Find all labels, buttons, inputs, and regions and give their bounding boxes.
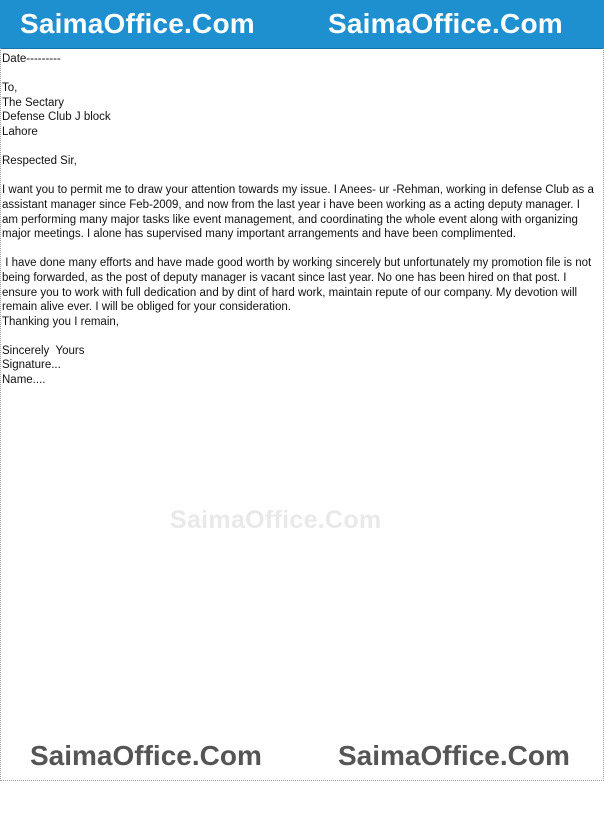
footer-brand-right: SaimaOffice.Com [338,740,570,771]
signature-line: Signature... [2,359,61,372]
header-banner [0,0,604,49]
to-line: To, [2,82,18,95]
recipient-city: Lahore [2,125,38,138]
recipient-title: The Sectary [2,96,64,109]
paragraph-2: I have done many efforts and have made good worth by working sincerely but unfortunately my promotion file is not being forwarded, as the post of deputy manager is vacant since last year. No one has been hired on that post. I ensure you to work with full dedication and by dint of hard work, maintain repute of our company. My devotion will remain alive ever. I will be obliged for your consideration. [2,257,595,314]
watermark-text: SaimaOffice.Com [170,506,382,534]
paragraph-1: I want you to permit me to draw your attention towards my issue. I Anees- ur -Rehman, working in defense Club as a assistant manager since Feb-2009, and now from the last year i have been working as a acting deputy manager. I am performing many major tasks like event management, and coordinating the whole event along with organizing major meetings. I alone has supervised many important arrangements and have been complimented. [2,184,594,241]
header-brand-right: SaimaOffice.Com [328,8,563,39]
closing-line: Thanking you I remain, [2,315,119,328]
footer-brand-left: SaimaOffice.Com [30,740,262,771]
date-line: Date--------- [2,53,61,65]
header-brand-left: SaimaOffice.Com [20,8,255,39]
name-line: Name.... [2,374,46,387]
recipient-org: Defense Club J block [2,111,111,124]
salutation: Respected Sir, [2,155,77,168]
sign-off: Sincerely Yours [2,344,85,357]
letter-body [2,52,594,388]
